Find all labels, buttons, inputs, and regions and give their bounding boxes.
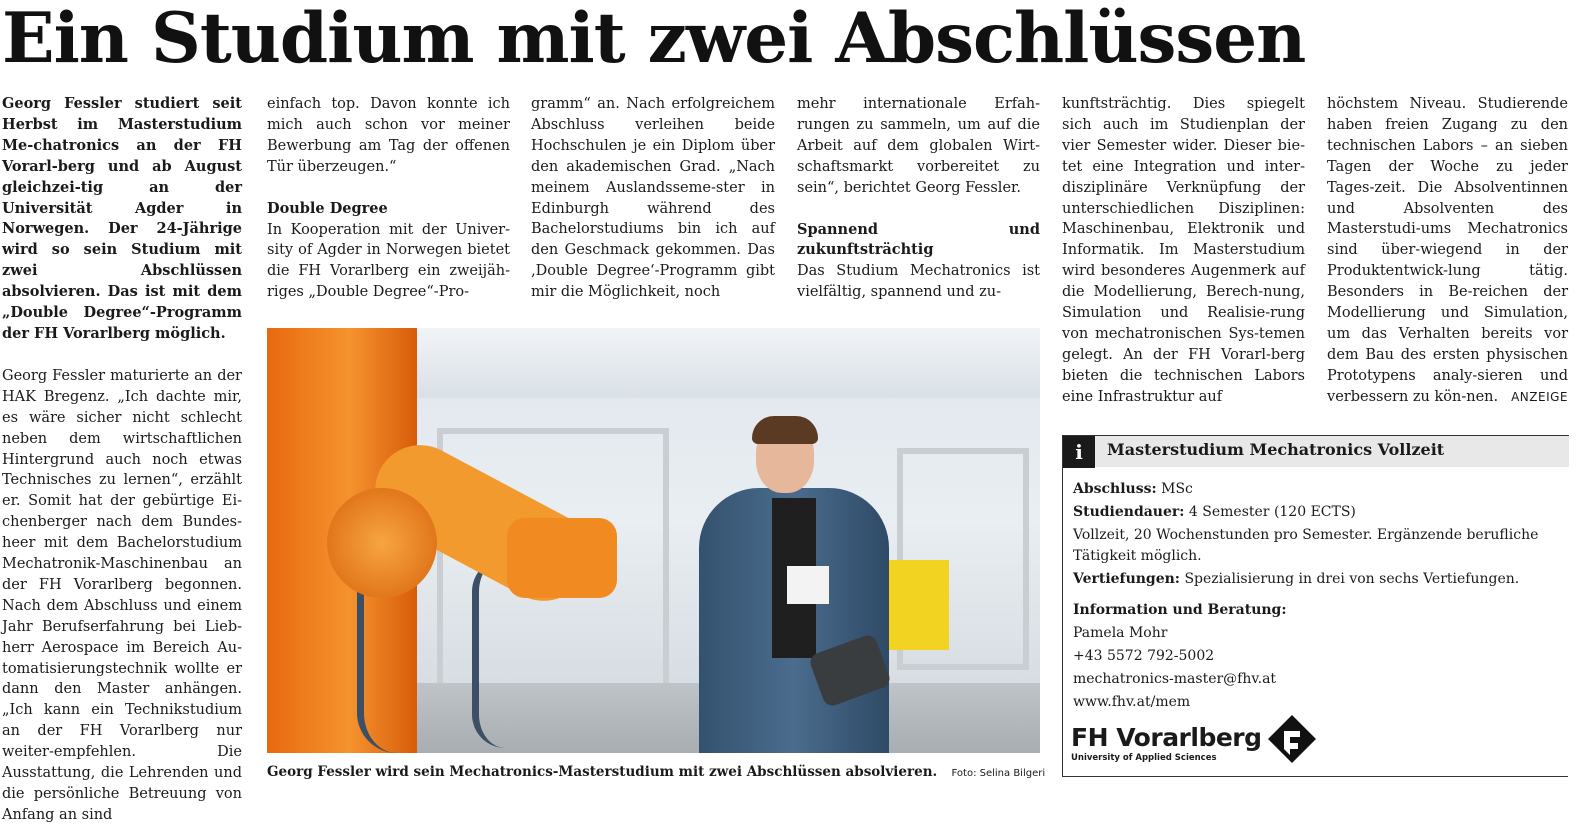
info-icon: i bbox=[1063, 436, 1095, 468]
info-abschluss-label: Abschluss: bbox=[1073, 481, 1157, 497]
photo-caption bbox=[267, 764, 1047, 780]
info-vollzeit: Vollzeit, 20 Wochenstunden pro Semester. Ergänzende berufliche Tätigkeit möglich. bbox=[1073, 527, 1539, 564]
article-body-paragraph: kunftsträchtig. Dies spiegelt sich auch im Studienplan der vier Semester wider. Dieser bie-tet eine Integration und inter-disziplinäre Verknüpfung der unterschiedlichen Disziplinen: Maschinenbau, Elektronik und Informatik. Im Masterstudium wird besonderes Augenmerk auf die Modellierung, Berech-nung, Simulation und Realisie-rung von mechatronischen Sys-temen gelegt. An der FH Vorarl-berg bieten die technischen Labors eine Infrastruktur auf bbox=[1062, 96, 1305, 405]
info-contact-name: Pamela Mohr bbox=[1073, 625, 1168, 641]
subheading-double-degree: Double Degree bbox=[267, 199, 388, 217]
headline: Ein Studium mit zwei Abschlüssen bbox=[2, 0, 1306, 79]
logo-subtitle: University of Applied Sciences bbox=[1071, 753, 1217, 763]
info-box bbox=[1062, 435, 1568, 777]
info-abschluss bbox=[1073, 479, 1559, 500]
article-column-4 bbox=[797, 94, 1040, 303]
info-vertiefung-value: Spezialisierung in drei von sechs Vertiefungen. bbox=[1184, 571, 1520, 587]
photo-robot-head bbox=[507, 518, 617, 598]
article-body-paragraph: Georg Fessler maturierte an der HAK Bregenz. „Ich dachte mir, es wäre sicher nicht schlecht neben dem wirtschaftlichen Hintergrund auch noch etwas Technisches zu lernen“, erzählt er. Somit hat der gebürtige Ei-chenberger nach dem Bundes-heer mit dem Bachelorstudium Mechatronik-Maschinenbau an der FH Vorarlberg begonnen. Nach dem Abschluss und einem Jahr Berufserfahrung bei Lieb-herr Aerospace im Bereich Au-tomatisierungstechnik wollte er dann den Master anhängen. „Ich kann ein Technikstudium an der FH Vorarlberg nur weiter-empfehlen. Die Ausstattung, die Lehrenden und die persönliche Betreuung von Anfang an sind bbox=[2, 367, 242, 823]
info-contact-phone: +43 5572 792-5002 bbox=[1073, 648, 1215, 664]
info-vertiefung-label: Vertiefungen: bbox=[1073, 571, 1180, 587]
photo-person-badge bbox=[787, 566, 829, 604]
article-lead: Georg Fessler studiert seit Herbst im Masterstudium Me-chatronics an der FH Vorarl-berg und ab August gleichzei-tig an der Universität Agder in Norwegen. Der 24-Jährige wird so sein Studium mit zwei Abschlüssen absolvieren. Das ist mit dem „Double Degree“-Programm der FH Vorarlberg möglich. bbox=[2, 95, 242, 342]
info-abschluss-value: MSc bbox=[1161, 481, 1193, 497]
article-column-3 bbox=[531, 94, 775, 303]
subheading-spannend: Spannend und zukunftsträchtig bbox=[797, 220, 1040, 259]
logo-mark-icon bbox=[1266, 713, 1318, 765]
photo-robot-joint bbox=[327, 488, 437, 598]
info-vertiefung bbox=[1073, 569, 1559, 590]
article-body-paragraph: einfach top. Davon konnte ich mich auch schon vor meiner Bewerbung am Tag der offenen Tür überzeugen.“ bbox=[267, 96, 510, 175]
article-body-text: höchstem Niveau. Studierende haben freien Zugang zu den technischen Labors – an sieben Tagen der Woche zu jeder Tages-zeit. Die Absolventinnen und Absolventen des Masterstudi-ums Mechatronics sind über-wiegend in der Produktentwick-lung tätig. Besonders in Be-reichen der Modellierung und Simulation, um das Verhalten bereits vor dem Bau des ersten physischen Prototypens analy-sieren und verbessern zu kön-nen. bbox=[1327, 96, 1568, 405]
info-box-title: Masterstudium Mechatronics Vollzeit bbox=[1107, 440, 1445, 459]
article-column-2 bbox=[267, 94, 510, 303]
fh-vorarlberg-logo bbox=[1071, 721, 1331, 771]
info-contact-label: Information und Beratung: bbox=[1073, 602, 1287, 618]
article-body-paragraph: gramm“ an. Nach erfolgreichem Abschluss verleihen beide Hochschulen je ein Diplom über den akademischen Grad. „Nach meinem Auslandsseme-ster in Edinburgh während des Bachelorstudiums bin ich auf den Geschmack gekommen. Das ‚Double Degree‘-Programm gibt mir die Möglichkeit, noch bbox=[531, 96, 775, 301]
article-body-paragraph: mehr internationale Erfah-rungen zu sammeln, um auf die Arbeit auf dem globalen Wirt-schaftsmarkt vorbereitet zu sein“, berichtet Georg Fessler. bbox=[797, 96, 1040, 196]
ad-label: ANZEIGE bbox=[1511, 389, 1568, 404]
article-body-paragraph bbox=[1327, 94, 1568, 408]
info-box-header bbox=[1063, 435, 1569, 467]
info-box-body bbox=[1073, 479, 1559, 715]
article-body-paragraph: Das Studium Mechatronics ist vielfältig, spannend und zu- bbox=[797, 263, 1040, 301]
photo-yellow-cabinet bbox=[879, 560, 949, 650]
info-contact-email[interactable]: mechatronics-master@fhv.at bbox=[1073, 671, 1277, 687]
logo-name: FH Vorarlberg bbox=[1071, 723, 1262, 752]
info-dauer-value: 4 Semester (120 ECTS) bbox=[1188, 504, 1356, 520]
article-body-paragraph: In Kooperation mit der Univer-sity of Agder in Norwegen bietet die FH Vorarlberg ein zweijäh-riges „Double Degree“-Pro- bbox=[267, 221, 510, 301]
info-dauer-label: Studiendauer: bbox=[1073, 504, 1185, 520]
photo-person-hair bbox=[752, 416, 818, 444]
photo-caption-text: Georg Fessler wird sein Mechatronics-Masterstudium mit zwei Abschlüssen absolvieren. bbox=[267, 764, 938, 780]
article-column-1 bbox=[2, 94, 242, 826]
photo-credit: Foto: Selina Bilgeri bbox=[951, 768, 1046, 779]
info-dauer bbox=[1073, 502, 1559, 523]
article-column-6 bbox=[1327, 94, 1568, 408]
article-column-5 bbox=[1062, 94, 1305, 408]
info-contact-web[interactable]: www.fhv.at/mem bbox=[1073, 694, 1191, 710]
article-photo bbox=[267, 328, 1040, 753]
